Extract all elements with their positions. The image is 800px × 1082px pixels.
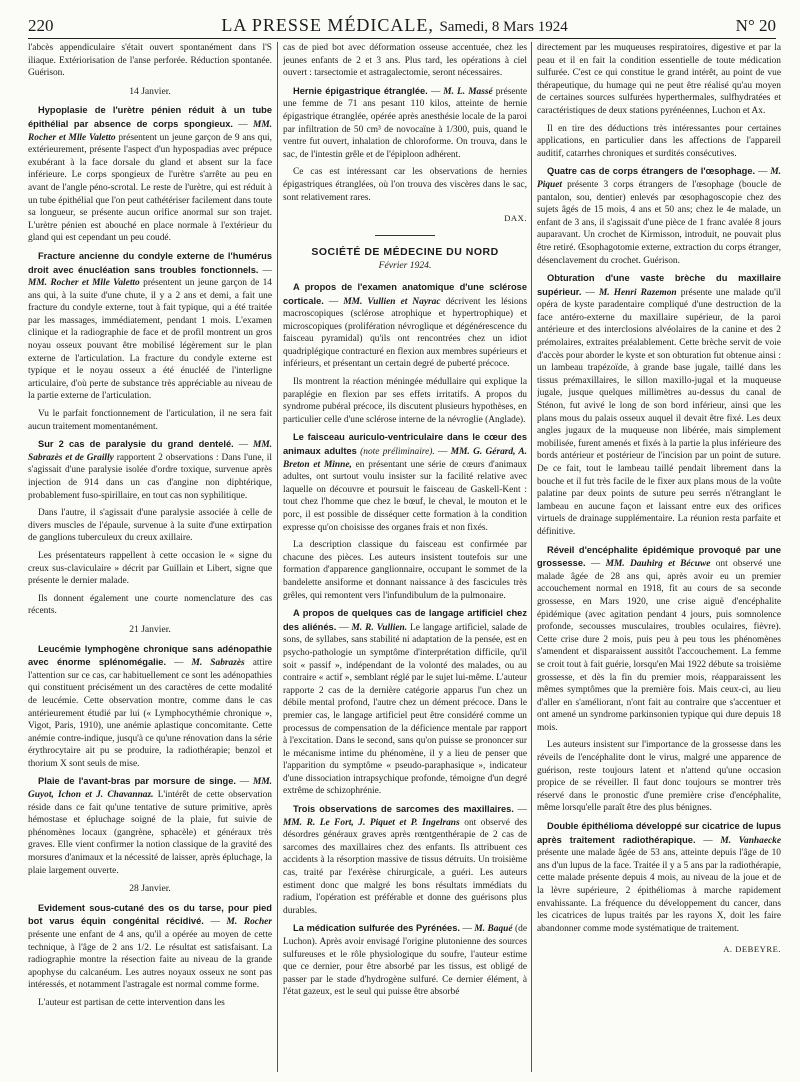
article-title: Obturation d'une vaste brèche du maxillaire supérieur. — [537, 273, 781, 297]
article-authors: M. Sabrazès — [191, 658, 245, 669]
article-authors: M. R. Vullien. — [351, 622, 408, 633]
article-text: présente 3 corps étrangers de l'œsophage (boucle de pantalon, sou, dentier) enlevés par œsophagoscopie chez des sujets âgés de 15 mois, 4 ans et 50 ans; chez le 4e malade, un enfant de 3 ans, il s'agissait d'une pièce de 1 franc avalée 8 jours auparavant. Un crochet de Kirmisson, introduit, ne pouvait plus être retiré. Œsophagotomie externe, extraction du corps étranger, désenclavement du crochet. Guérison. — [537, 179, 781, 266]
paragraph: Vu le parfait fonctionnement de l'articulation, il ne sera fait aucun traitement momentanément. — [28, 409, 272, 432]
article-title: Sur 2 cas de paralysie du grand dentelé. — [38, 439, 234, 450]
article-paragraph: Plaie de l'avant-bras par morsure de singe. — MM. Guyot, Ichon et J. Chavannaz. L'intérêt de cette observation réside dans ce fait qu'une tentative de suture primitive, après hémostase et épluchage soigné de la plaie, fut suivie de phénomènes locaux (gangrène, sphacèle) et généraux très graves. Elle vient confirmer la notion classique de la gravité des morsures d'animaux et la nécessité de laisser, après épluchage, la plaie largement ouverte. — [28, 776, 272, 876]
paragraph: La description classique du faisceau est confirmée par chacune des pièces. Les auteurs insistent toutefois sur une formation d'apparence ganglionnaire, occupant le sommet de la bandelette ansiforme et donnant naissance à des fascicules très grêles, qui remontent vers l'infundibulum de la pulmonaire. — [283, 540, 527, 601]
society-heading: SOCIÉTÉ DE MÉDECINE DU NORD — [311, 245, 499, 258]
column-2 — [283, 42, 527, 1072]
article-title: Hernie épigastrique étranglée. — [293, 85, 428, 96]
page-number: 220 — [28, 16, 54, 35]
publication-name: LA PRESSE MÉDICALE, — [221, 15, 434, 35]
article-text: rapportent 2 observations : Dans l'une, il s'agissait d'une paralysie isolée d'ordre toxique, survenue après injection de 914 dans un cas d'angine non diphtérique, probablement fuso-spirillaire, en tout cas non syphilitique. — [28, 452, 272, 501]
article-authors: MM. G. Gérard, A. Breton et Minne, — [283, 447, 527, 470]
article-authors: M. Rocher — [226, 917, 272, 928]
issue-date: Samedi, 8 Mars 1924 — [439, 19, 568, 35]
section-signature: DAX. — [504, 213, 527, 224]
article-title: Leucémie lymphogène chronique sans adénopathie avec énorme splénomégalie. — [28, 643, 272, 668]
article-paragraph: Hypoplasie de l'urètre pénien réduit à un tube épithélial par absence de corps spongieux. — MM. Rocher et Mlle Valetto présentent un jeune garçon de 9 ans qui, extérieurement, présente l'aspect d'un hypospadias avec prépuce exubérant à la face dorsale du gland et absent sur la face inférieure. Le corps spongieux de l'urètre s'arrête au peu en avant de l'angle péno-scrotal. Le reste de l'urètre, qui est réduit à un tube épithélial que l'on peut cathétériser facilement dans toute sa longueur, se présente aucun orifice anormal sur son trajet. L'urètre pénien est abouché en place normale à l'extérieur du gland qui est cependant un peu coudé. — [28, 105, 272, 244]
article-authors: M. Baqué — [474, 924, 513, 935]
section-signature: A. DEBEYRE. — [723, 944, 781, 955]
article-text: présente une malade âgée de 53 ans, atteinte depuis l'âge de 10 ans d'un lupus de la face. Traitée il y a 5 ans par la radiothérapie, cette malade présente depuis 4 mois, au niveau de la joue et de la lèvre supérieure, 2 épithéliomas à marche rapidement envahissante. La fréquence du développement du cancer, dans les cicatrices de lupus traités par les rayons X, doit les faire abandonner comme mode systématique de traitement. — [537, 848, 781, 934]
article-authors: MM. Vullien et Nayrac — [343, 296, 441, 307]
article-title: A propos de l'examen anatomique d'une sclérose corticale. — [283, 281, 527, 306]
issue-number: N° 20 — [735, 16, 776, 35]
section-divider — [375, 235, 435, 236]
article-title: La médication sulfurée des Pyrénées. — [293, 923, 460, 934]
paragraph: Les auteurs insistent sur l'importance de la grossesse dans les réveils de l'encéphalite dont le virus, malgré une apparence de guérison, reste toujours latent et n'attend qu'une occasion propice de se réveiller. Il faut donc toujours se montrer très réservé dans le pronostic d'une première crise d'encéphalite, même lorsqu'elle paraît être des plus bénignes. — [537, 740, 781, 814]
article-authors: M. L. Massé — [443, 86, 493, 97]
article-text: présentent un jeune garçon de 9 ans qui, extérieurement, présente l'aspect d'un hypospadias avec prépuce exubérant à la face dorsale du gland et absent sur la face inférieure. Le corps spongieux de l'urètre s'arrête au peu en avant de l'angle péno-scrotal. Le reste de l'urètre, qui est réduit à un tube épithélial que l'on peut cathétériser facilement dans toute sa longueur, se présente aucun orifice anormal sur son trajet. L'urètre pénien est abouché en place normale à l'extérieur du gland qui est cependant un peu coudé. — [28, 132, 272, 244]
paragraph: Ce cas est intéressant car les observations de hernies épigastriques étranglées, où l'on trouva des viscères dans le sac, sont relativement rares. — [283, 167, 527, 203]
article-authors: MM. Sabrazès et de Grailly — [28, 440, 272, 463]
article-paragraph: A propos de l'examen anatomique d'une sclérose corticale. — MM. Vullien et Nayrac décrivent les lésions macroscopiques (sclérose atrophique et hypertrophique) et microscopiques (prolifération névroglique et dégénérescence du faisceau pyramidal) qu'ils ont rencontrées chez un idiot quadriplégique contracturé en flexion aux membres supérieurs et inférieurs, et présentant un certain degré de puberté précoce. — [283, 281, 527, 370]
article-title: Evidement sous-cutané des os du tarse, pour pied bot varus équin congénital récidivé. — [28, 902, 272, 927]
running-title — [221, 15, 567, 36]
article-text: L'intérêt de cette observation réside dans ce fait qu'une tentative de suture primitive, après hémostase et épluchage soigné de la plaie, fut suivie de phénomènes locaux (gangrène, sphacèle) et généraux très graves. Elle vient confirmer la notion classique de la gravité des morsures d'animaux et la nécessité de laisser, après épluchage, la plaie largement ouverte. — [28, 790, 272, 876]
article-text: ont observé des désordres généraux graves après rœntgenthérapie de 2 cas de sarcomes des maxillaires chez des enfants. Ils attribuent ces accidents à la résorption massive de tissus détruits. Un troisième cas, traité par l'exérèse chirurgicale, a guéri. Les auteurs estiment donc que malgré les bons résultats immédiats du radium, l'opération est préférable et donne des guérisons plus durables. — [283, 817, 527, 916]
article-text: ont observé une malade âgée de 28 ans qui, après avoir eu un premier accouchement normal en 1918, fit au cours de sa seconde grossesse, en Mars 1920, une crise aiguë d'encéphalite épidémique (avec agitation pendant 4 jours, puis somnolence profonde, secousses musculaires, troubles oculaires, fièvre). Cette crise dure 2 mois, puis peu à peu tous les phénomènes s'amendent et disparaissent aussitôt l'accouchement. La femme se croit tout à fait guérie, lorsqu'en Mai 1922 débute sa troisième grossesse, et dès la fin du premier mois, réapparaissent les mêmes symptômes que la première fois. Mais ceux-ci, au lieu d'aller en s'améliorant, n'ont fait au contraire que s'accentuer et ont amené un syndrome parkinsonien typique qui dure depuis 18 mois. — [537, 559, 781, 733]
article-text: attire l'attention sur ce cas, car habituellement ce sont les adénopathies qui constituent précisément un des caractères de cette modalité de leucémie. Cette observation montre, comme dans le cas antérieurement étudié par lui (« Lymphocythémie chronique », Vigot, Paris, 1910), une anémie aplastique concomitante. Cette anémie contre-indique, jusqu'à ce qu'une rénovation dans la série érythrocytaire ait pu se produire, la radiothérapie; benzol et thorium X sont seuls de mise. — [28, 658, 272, 769]
article-title: Le faisceau auriculo-ventriculaire dans le cœur des animaux adultes — [283, 432, 527, 457]
session-date: 21 Janvier. — [129, 623, 171, 635]
article-authors: MM. Rocher et Mlle Valetto — [28, 119, 272, 143]
article-title: A propos de quelques cas de langage artificiel chez des aliénés. — [283, 608, 527, 632]
article-title: Réveil d'encéphalite épidémique provoqué par une grossesse. — [537, 544, 781, 569]
article-authors: MM. Rocher et Mlle Valetto — [28, 278, 140, 289]
article-authors: MM. Guyot, Ichon et J. Chavannaz. — [28, 777, 272, 801]
article-text: Le langage artificiel, salade de sons, de syllabes, sans stabilité ni adaptation de la pensée, est en psycho-pathologie un symptôme d'interprétation difficile, qu'il soit « passif », indépendant de la volonté des malades, ou au contraire « actif », semblant réglé par le sujet lui-même. L'auteur rapporte 2 cas de la dernière catégorie apparus l'un chez un débile mental profond, l'autre chez un dément précoce. Dans le premier cas, le langage artificiel peut être considéré comme un processus de compensation de la déficience mentale par rapport à l'excitation. Dans le second, sans qu'on puisse se prononcer sur le mécanisme intime du phénomène, il y a lieu de penser que l'apparition du symptôme « pseudo-paraphasique », indicateur d'une dissociation intrapsychique profonde, témoigne d'un degré extrême de schizophrénie. — [283, 622, 527, 797]
column-rule — [531, 42, 532, 1072]
article-paragraph: Quatre cas de corps étrangers de l'œsophage. — M. Piquet présente 3 corps étrangers de l'œsophage (boucle de pantalon, sou, dentier) enlevés par œsophagoscopie chez des sujets âgés de 15 mois, 4 ans et 50 ans; chez le 4e malade, un enfant de 3 ans, il s'agissait d'une pièce de 1 franc avalée 8 jours auparavant. Un crochet de Kirmisson, introduit, ne pouvait plus être retiré. Œsophagotomie externe, extraction du corps étranger, désenclavement du crochet. Guérison. — [537, 166, 781, 266]
article-authors: M. Piquet — [537, 167, 781, 190]
article-paragraph: Trois observations de sarcomes des maxillaires. — MM. R. Le Fort, J. Piquet et P. Ingelrans ont observé des désordres généraux graves après rœntgenthérapie de 2 cas de sarcomes des maxillaires chez des enfants. Ils attribuent ces accidents à la résorption massive de tissus détruits. Un troisième cas, traité par l'exérèse chirurgicale, a guéri. Les auteurs estiment donc que malgré les bons résultats immédiats du radium, l'opération est préférable et donne des guérisons plus durables. — [283, 804, 527, 916]
paragraph: Dans l'autre, il s'agissait d'une paralysie associée à celle de divers muscles de l'épaule, survenue à la suite d'une extirpation de ganglions tuberculeux du creux axillaire. — [28, 508, 272, 544]
article-paragraph: La médication sulfurée des Pyrénées. — M. Baqué (de Luchon). Après avoir envisagé l'origine plutonienne des sources sulfureuses et le rôle physiologique du soufre, l'auteur estime que ce dernier, pour être absorbé par les tissus, est obligé de passer par le stade d'hydrogène sulfuré. Ce dernier élément, à l'état gazeux, est le seul qui puisse être absorbé — [283, 923, 527, 998]
session-date: 28 Janvier. — [129, 883, 171, 895]
article-authors: M. Henri Razemon — [598, 287, 677, 298]
article-paragraph: A propos de quelques cas de langage artificiel chez des aliénés. — M. R. Vullien. Le langage artificiel, salade de sons, de syllabes, sans stabilité ni adaptation de la pensée, est en psycho-pathologie un symptôme d'interprétation difficile, qu'il soit « passif », indépendant de la volonté des malades, ou au contraire « actif », semblant réglé par le sujet lui-même. L'auteur rapporte 2 cas de la dernière catégorie apparus l'un chez un débile mental profond, l'autre chez un dément précoce. Dans le premier cas, le langage artificiel peut être considéré comme un processus de compensation de la déficience mentale par rapport à l'excitation. Dans le second, sans qu'on puisse se prononcer sur le mécanisme intime du phénomène, il y a lieu de penser que l'apparition du symptôme « pseudo-paraphasique », indicateur d'une dissociation intrapsychique profonde, témoigne d'un degré extrême de schizophrénie. — [283, 608, 527, 797]
article-title: Fracture ancienne du condyle externe de l'humérus droit avec énucléation sans troubles fonctionnels. — [28, 250, 272, 275]
article-title: Trois observations de sarcomes des maxillaires. — [293, 804, 514, 815]
article-text: présente une femme de 71 ans pesant 110 kilos, atteinte de hernie épigastrique étranglée, opérée après anesthésie locale de la paroi par infiltration de 50 cm³ de novocaïne à 1/300, puis, quand le ventre fut ouvert, inhalation de chloroforme. On trouva, dans le sac, de l'intestin grêle et de l'épiploon adhérent. — [283, 86, 527, 160]
article-text: présentent un jeune garçon de 14 ans qui, à la suite d'une chute, il y a 2 ans et demi, a fait une fracture du condyle externe, tout à fait typique, qui a été traitée par les massages, immédiatement, pendant 1 mois. L'examen clinique et la radiographie de face et de profil montrent un gros noyau osseux pouvant être mobilisé légèrement sur le plan externe de l'articulation. La fracture du condyle externe est typique et le noyau osseux a été énucléé de l'interligne articulaire, d'où perte de substance très appréciable au niveau de la partie externe de l'articulation. — [28, 278, 272, 402]
column-rule — [277, 42, 278, 1072]
column-1 — [28, 42, 272, 1072]
paragraph: l'abcès appendiculaire s'était ouvert spontanément dans l'S iliaque. Extériorisation de l'anse perforée. Réduction spontanée. Guérison. — [28, 43, 272, 79]
paragraph: Ils montrent la réaction méningée médullaire qui explique la paraplégie en flexion par ses effets irritatifs. A propos du syndrome pubéral précoce, ils discutent plusieurs hypothèses, en particulier celle d'une sclérose interne de la névroglie (Anglade). — [283, 377, 527, 425]
column-3 — [537, 42, 781, 1072]
article-title: Double épithélioma développé sur cicatrice de lupus après traitement radiothérapique. — [537, 821, 781, 845]
article-text: décrivent les lésions macroscopiques (sclérose atrophique et hypertrophique) et microscopiques (prolifération névroglique et dégénérescence du faisceau pyramidal) qu'ils ont rencontrées chez un idiot quadriplégique contracturé en flexion aux membres supérieurs et inférieurs, et présentant un certain degré de puberté précoce. — [283, 296, 527, 370]
article-text: présente une enfant de 4 ans, qu'il a opérée au moyen de cette technique, à l'âge de 2 ans 1/2. Le résultat est satisfaisant. La radiographie montre la résection faite au niveau de la grande apophyse du calcanéum. Les autres noyaux osseux ne sont pas intéressés, et notamment l'astragale est normal comme forme. — [28, 930, 272, 991]
society-date: Février 1924. — [378, 260, 432, 272]
article-paragraph: Leucémie lymphogène chronique sans adénopathie avec énorme splénomégalie. — M. Sabrazès attire l'attention sur ce cas, car habituellement ce sont les adénopathies qui constituent précisément un des caractères de cette modalité de leucémie. Cette observation montre, comme dans le cas antérieurement étudié par lui (« Lymphocythémie chronique », Vigot, Paris, 1910), une anémie aplastique concomitante. Cette anémie contre-indique, jusqu'à ce qu'une rénovation dans la série érythrocytaire ait pu se produire, la radiothérapie; benzol et thorium X sont seuls de mise. — [28, 643, 272, 769]
article-text: (de Luchon). Après avoir envisagé l'origine plutonienne des sources sulfureuses et le rôle physiologique du soufre, l'auteur estime que ce dernier, pour être absorbé par les tissus, est obligé de passer par le stade d'hydrogène sulfuré. Ce dernier élément, à l'état gazeux, est le seul qui puisse être absorbé — [283, 924, 527, 998]
article-paragraph: Evidement sous-cutané des os du tarse, pour pied bot varus équin congénital récidivé. — M. Rocher présente une enfant de 4 ans, qu'il a opérée au moyen de cette technique, à l'âge de 2 ans 1/2. Le résultat est satisfaisant. La radiographie montre la résection faite au niveau de la grande apophyse du calcanéum. Les autres noyaux osseux ne sont pas intéressés, et notamment l'astragale est normal comme forme. — [28, 902, 272, 991]
paragraph: Ils donnent également une courte nomenclature des cas récents. — [28, 593, 272, 617]
page-header — [28, 12, 776, 39]
article-authors: MM. R. Le Fort, J. Piquet et P. Ingelrans — [283, 817, 460, 828]
paragraph: L'auteur est partisan de cette intervention dans les — [38, 997, 225, 1008]
article-text: présente une malade qu'il opéra de kyste paradentaire compliqué d'une destruction de la face antéro-externe du maxillaire supérieur, de la paroi antérieure et des interclosions alvéolaires de la canine et des 2 prémolaires, extraites préalablement. Cette brèche servit de voie d'accès pour aborder le kyste et son obturation fut obtenue ainsi : un lambeau trapézoïde, à grande base jugale, taillé dans les tissus prémaxillaires, le sillon maxillo-jugal et la muqueuse jugale, jusque quelques millimètres au-dessus du canal de Sténon, fut avivé le long de son bord inférieur, ainsi que les plans mous du palais osseux auquel il devait être fixé. Les deux angles jugaux de la muqueuse non libérée, mais simplement mobilisée, furent amenés et fixés à la partie la plus inférieure des bords antérieur et postérieur de l'incision par un point de suture. De ce fait, tout le lambeau taillé pendait librement dans la bouche et il fut très facile de le fixer aux plans mous de la voûte palatine par deux points de suture peu serrés n'étranglant le lambeau en aucune façon et laissant entre eux des orifices virtuels de drainage supplémentaire. La réunion resta parfaite et définitive. — [537, 287, 781, 537]
article-paragraph: Le faisceau auriculo-ventriculaire dans le cœur des animaux adultes (note préliminaire). — MM. G. Gérard, A. Breton et Minne, en présentant une série de cœurs d'animaux adultes, ont surtout voulu insister sur la facilité relative avec laquelle on découvre et poursuit le faisceau de Gaskell-Kent : tout chez l'homme que chez le bœuf, le cheval, le mouton et le porc, il est possible de disséquer cette formation à la condition expresse qu'on choisisse des organes frais et non fixés. — [283, 432, 527, 533]
article-note: (note préliminaire). — [360, 447, 435, 458]
article-paragraph: Double épithélioma développé sur cicatrice de lupus après traitement radiothérapique. — M. Vanhaecke présente une malade âgée de 53 ans, atteinte depuis l'âge de 10 ans d'un lupus de la face. Traitée il y a 5 ans par la radiothérapie, cette malade présente depuis 4 mois, au niveau de la joue et de la lèvre supérieure, 2 épithéliomas à marche rapidement envahissante. La fréquence du développement du cancer, dans les cicatrices de lupus traités par les rayons X, doit les faire abandonner comme mode systématique de traitement. — [537, 821, 781, 934]
article-title: Quatre cas de corps étrangers de l'œsophage. — [547, 166, 756, 177]
article-paragraph: Fracture ancienne du condyle externe de l'humérus droit avec énucléation sans troubles fonctionnels. — MM. Rocher et Mlle Valetto présentent un jeune garçon de 14 ans qui, à la suite d'une chute, il y a 2 ans et demi, a fait une fracture du condyle externe, tout à fait typique, qui a été traitée par les massages, immédiatement, pendant 1 mois. L'examen clinique et la radiographie de face et de profil montrent un gros noyau osseux pouvant être mobilisé légèrement sur le plan externe de l'articulation. La fracture du condyle externe est typique et le noyau osseux a été énucléé de l'interligne articulaire, d'où perte de substance très appréciable au niveau de la partie externe de l'articulation. — [28, 250, 272, 402]
article-paragraph: Sur 2 cas de paralysie du grand dentelé. — MM. Sabrazès et de Grailly rapportent 2 observations : Dans l'une, il s'agissait d'une paralysie isolée d'ordre toxique, survenue après injection de 914 dans un cas d'angine non diphtérique, probablement fuso-spirillaire, en tout cas non syphilitique. — [28, 439, 272, 501]
article-authors: M. Vanhaecke — [720, 835, 781, 846]
paragraph: directement par les muqueuses respiratoires, digestive et par la peau et il en fait la condition essentielle de toute médication sulfurée. C'est ce qui constitue le grand intérêt, au point de vue thérapeutique, du humage qui ne peut être réalisé qu'au moyen de certaines sources sulfurées hyperthermales, sulfhydratées et caractéristiques de deux stations pyrénéennes, Luchon et Ax. — [537, 43, 781, 116]
article-title: Plaie de l'avant-bras par morsure de singe. — [38, 776, 236, 787]
article-authors: MM. Dauhirg et Bécuwe — [605, 559, 711, 570]
paragraph: Les présentateurs rappellent à cette occasion le « signe du creux sus-claviculaire » décrit par Guillain et Libert, signe que présente le dernier malade. — [28, 550, 272, 587]
paragraph: cas de pied bot avec déformation osseuse accentuée, chez les jeunes enfants de 2 et 3 ans. Plus tard, les opérations à ciel ouvert : tarsectomie et astragalectomie, seront nécessaires. — [283, 43, 527, 79]
article-title: Hypoplasie de l'urètre pénien réduit à un tube épithélial par absence de corps spongieux. — [28, 105, 272, 129]
article-text: en présentant une série de cœurs d'animaux adultes, ont surtout voulu insister sur la facilité relative avec laquelle on découvre et poursuit le faisceau de Gaskell-Kent : tout chez l'homme que chez le bœuf, le cheval, le mouton et le porc, il est possible de disséquer cette formation à la condition expresse qu'on choisisse des organes frais et non fixés. — [283, 459, 527, 533]
paragraph: Il en tire des déductions très intéressantes pour certaines applications, en particulier dans les affections de l'appareil auditif, catarrhes chroniques et surdités consécutives. — [537, 123, 781, 159]
article-paragraph: Obturation d'une vaste brèche du maxillaire supérieur. — M. Henri Razemon présente une malade qu'il opéra de kyste paradentaire compliqué d'une destruction de la face antéro-externe du maxillaire supérieur, de la paroi antérieure et des interclosions alvéolaires de la canine et des 2 prémolaires, extraites préalablement. Cette brèche servit de voie d'accès pour aborder le kyste et son obturation fut obtenue ainsi : un lambeau trapézoïde, à grande base jugale, taillé dans les tissus prémaxillaires, le sillon maxillo-jugal et la muqueuse jugale, jusque quelques millimètres au-dessus du canal de Sténon, fut avivé le long de son bord inférieur, ainsi que les plans mous du palais osseux auquel il devait être fixé. Les deux angles jugaux de la muqueuse non libérée, mais simplement mobilisée, furent amenés et fixés à la partie la plus inférieure des bords antérieur et postérieur de l'incision par un point de suture. De ce fait, tout le lambeau taillé pendait librement dans la bouche et il fut très facile de le fixer aux plans mous de la voûte palatine par deux points de suture peu serrés n'étranglant le lambeau en aucune façon et laissant entre eux des orifices virtuels de drainage supplémentaire. La réunion resta parfaite et définitive. — [537, 273, 781, 537]
article-paragraph: Hernie épigastrique étranglée. — M. L. Massé présente une femme de 71 ans pesant 110 kilos, atteinte de hernie épigastrique étranglée, opérée après anesthésie locale de la paroi par infiltration de 50 cm³ de novocaïne à 1/300, puis, quand le ventre fut ouvert, inhalation de chloroforme. On trouva, dans le sac, de l'intestin grêle et de l'épiploon adhérent. — [283, 85, 527, 160]
session-date: 14 Janvier. — [129, 85, 171, 97]
article-paragraph: Réveil d'encéphalite épidémique provoqué par une grossesse. — MM. Dauhirg et Bécuwe ont observé une malade âgée de 28 ans qui, après avoir eu un premier accouchement normal en 1918, fit au cours de sa seconde grossesse, en Mars 1920, une crise aiguë d'encéphalite épidémique (avec agitation pendant 4 jours, puis somnolence profonde, secousses musculaires, troubles oculaires, fièvre). Cette crise dure 2 mois, puis peu à peu tous les phénomènes s'amendent et disparaissent aussitôt l'accouchement. La femme se croit tout à fait guérie, lorsqu'en Mai 1922 débute sa troisième grossesse, et dès la fin du premier mois, réapparaissent les mêmes symptômes que la première fois. Mais ceux-ci, au lieu d'aller en s'améliorant, n'ont fait au contraire que s'accentuer et ont amené un syndrome parkinsonien typique qui dure depuis 18 mois. — [537, 544, 781, 733]
